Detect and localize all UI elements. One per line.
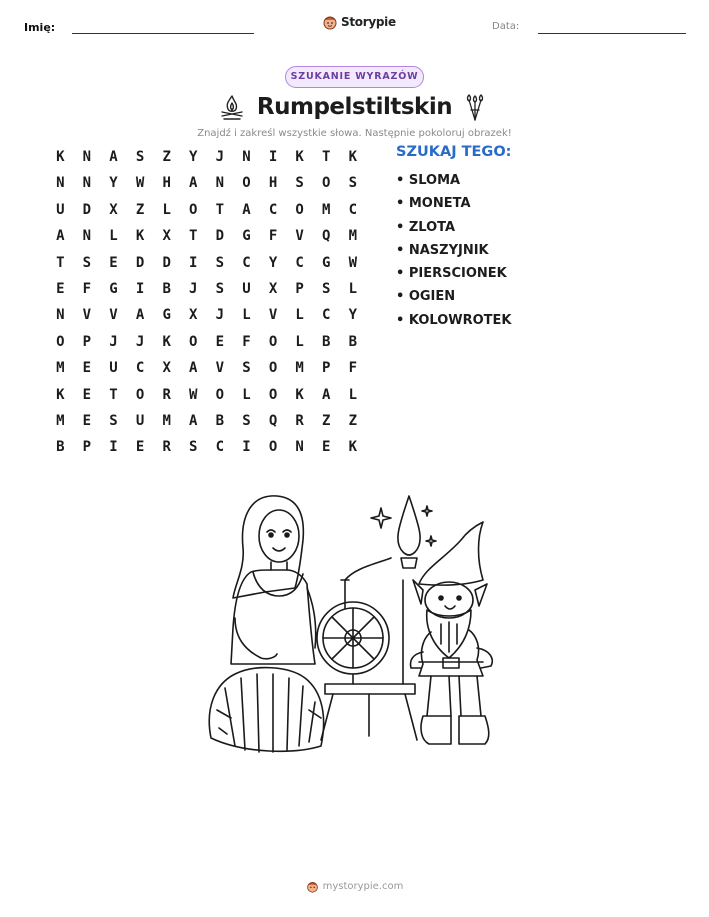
grid-letter[interactable]: Y: [348, 307, 358, 324]
word-item: • SLOMA: [396, 173, 461, 188]
grid-letter[interactable]: S: [295, 175, 304, 192]
grid-letter[interactable]: N: [215, 175, 225, 192]
grid-row: [47, 411, 366, 437]
campfire-icon: [218, 92, 246, 122]
grid-letter[interactable]: A: [322, 386, 331, 403]
grid-letter[interactable]: E: [82, 360, 92, 377]
storypie-logo-icon: [306, 880, 319, 893]
grid-letter[interactable]: Z: [348, 412, 358, 429]
grid-letter[interactable]: T: [109, 386, 118, 403]
grid-letter[interactable]: M: [348, 228, 358, 245]
grid-row: [47, 437, 366, 463]
brand: [322, 14, 396, 30]
grid-letter[interactable]: N: [295, 439, 304, 456]
grid-letter[interactable]: P: [295, 280, 304, 297]
grid-letter[interactable]: S: [242, 412, 251, 429]
grid-letter[interactable]: O: [189, 333, 198, 350]
word-item: • NASZYJNIK: [396, 242, 489, 258]
grid-letter[interactable]: H: [162, 175, 171, 192]
grid-letter[interactable]: S: [215, 280, 225, 297]
title-row: [0, 92, 709, 126]
grid-letter[interactable]: L: [242, 307, 251, 324]
grid-letter[interactable]: V: [82, 307, 92, 324]
grid-letter[interactable]: K: [56, 149, 65, 165]
grid-letter[interactable]: U: [242, 280, 251, 297]
grid-letter[interactable]: A: [109, 149, 118, 165]
grid-letter[interactable]: C: [242, 254, 251, 271]
grid-letter[interactable]: G: [109, 280, 118, 297]
grid-letter[interactable]: X: [268, 280, 278, 297]
grid-letter[interactable]: E: [215, 333, 225, 350]
grid-letter[interactable]: G: [162, 307, 171, 324]
grid-letter[interactable]: B: [56, 439, 65, 456]
grid-row: [47, 385, 366, 411]
grid-letter[interactable]: X: [189, 307, 198, 324]
footer: [0, 880, 709, 893]
grid-letter[interactable]: T: [322, 149, 331, 165]
grid-letter[interactable]: V: [109, 307, 118, 324]
grid-row: [47, 253, 366, 279]
grid-row: [47, 358, 366, 384]
grid-letter[interactable]: O: [135, 386, 145, 403]
grid-letter[interactable]: H: [268, 175, 278, 192]
grid-letter[interactable]: O: [295, 201, 304, 218]
grid-letter[interactable]: D: [82, 201, 92, 218]
grid-row: [47, 173, 366, 199]
grid-letter[interactable]: U: [56, 201, 65, 218]
grid-letter[interactable]: D: [162, 254, 171, 271]
grid-letter[interactable]: S: [242, 360, 251, 377]
grid-letter[interactable]: S: [322, 280, 331, 297]
grid-letter[interactable]: O: [268, 386, 278, 403]
grid-letter[interactable]: L: [295, 333, 304, 350]
grid-letter[interactable]: M: [162, 412, 171, 429]
grid-letter[interactable]: W: [135, 175, 145, 192]
grid-letter[interactable]: B: [162, 280, 171, 297]
page-title: Rumpelstiltskin: [256, 94, 453, 120]
grid-letter[interactable]: E: [135, 439, 145, 456]
grid-letter[interactable]: T: [215, 201, 225, 218]
grid-letter[interactable]: A: [189, 175, 198, 192]
grid-letter[interactable]: G: [242, 228, 251, 245]
grid-letter[interactable]: C: [295, 254, 304, 271]
grid-letter[interactable]: P: [82, 439, 92, 456]
grid-letter[interactable]: U: [135, 412, 145, 429]
word-list-heading: SZUKAJ TEGO:: [396, 144, 512, 160]
name-line[interactable]: [72, 33, 254, 34]
grid-letter[interactable]: I: [135, 280, 145, 297]
grid-letter[interactable]: F: [268, 228, 278, 245]
grid-letter[interactable]: C: [135, 360, 145, 377]
grid-letter[interactable]: F: [242, 333, 251, 350]
grid-letter[interactable]: Y: [189, 149, 198, 165]
grid-letter[interactable]: M: [322, 201, 331, 218]
word-item: • ZLOTA: [396, 219, 456, 235]
grid-letter[interactable]: A: [135, 307, 145, 324]
grid-letter[interactable]: Q: [322, 228, 331, 245]
grid-letter[interactable]: R: [295, 412, 304, 429]
grid-letter[interactable]: C: [322, 307, 331, 324]
grid-letter[interactable]: R: [162, 439, 171, 456]
grid-letter[interactable]: I: [242, 439, 251, 456]
grid-letter[interactable]: D: [135, 254, 145, 271]
grid-letter[interactable]: S: [135, 149, 145, 165]
grid-letter[interactable]: Y: [268, 254, 278, 271]
grid-letter[interactable]: X: [162, 228, 171, 245]
name-label: Imię:: [24, 21, 56, 34]
grid-letter[interactable]: L: [109, 228, 118, 245]
grid-letter[interactable]: S: [189, 439, 198, 456]
storypie-logo-icon: [322, 14, 338, 30]
grid-letter[interactable]: C: [348, 201, 358, 218]
word-item: • MONETA: [396, 196, 471, 212]
grid-letter[interactable]: L: [348, 386, 358, 403]
word-list: [396, 144, 511, 336]
grid-letter[interactable]: S: [348, 175, 358, 192]
grid-letter[interactable]: O: [215, 386, 225, 403]
instructions: Znajdź i zakreśl wszystkie słowa. Następnie pokoloruj obrazek!: [197, 128, 512, 139]
grid-letter[interactable]: A: [189, 360, 198, 377]
rumpelstiltskin-coloring-illustration: [205, 488, 505, 763]
grid-letter[interactable]: J: [109, 333, 118, 350]
grid-letter[interactable]: E: [56, 280, 65, 297]
grid-row: [47, 226, 366, 252]
grid-letter[interactable]: Y: [109, 175, 118, 192]
grid-row: [47, 200, 366, 226]
grid-letter[interactable]: W: [189, 386, 198, 403]
grid-letter[interactable]: Z: [322, 412, 331, 429]
word-item: • KOLOWROTEK: [396, 312, 512, 328]
grid-letter[interactable]: X: [162, 360, 171, 377]
grid-letter[interactable]: M: [56, 412, 65, 429]
grid-letter[interactable]: O: [56, 333, 65, 350]
grid-letter[interactable]: J: [189, 280, 198, 297]
grid-letter[interactable]: W: [348, 254, 358, 271]
grid-letter[interactable]: N: [242, 149, 251, 165]
grid-letter[interactable]: I: [268, 149, 278, 165]
header: [0, 14, 709, 42]
brand-name: Storypie: [341, 15, 396, 29]
grid-letter[interactable]: V: [268, 307, 278, 324]
grid-letter[interactable]: S: [82, 254, 92, 271]
grid-letter[interactable]: J: [135, 333, 145, 350]
letter-grid[interactable]: [47, 147, 366, 464]
grid-letter[interactable]: O: [268, 439, 278, 456]
grid-letter[interactable]: Z: [135, 201, 145, 218]
grid-letter[interactable]: L: [295, 307, 304, 324]
grid-letter[interactable]: F: [348, 360, 358, 377]
grid-letter[interactable]: E: [322, 439, 331, 456]
grid-letter[interactable]: V: [295, 228, 304, 245]
grid-letter[interactable]: O: [322, 175, 331, 192]
grid-row: [47, 147, 366, 173]
grid-letter[interactable]: N: [56, 307, 65, 324]
grid-letter[interactable]: B: [322, 333, 331, 350]
word-item: • OGIEN: [396, 289, 456, 305]
grid-letter[interactable]: L: [348, 280, 358, 297]
grid-letter[interactable]: J: [215, 149, 225, 165]
grid-letter[interactable]: J: [215, 307, 225, 324]
grid-letter[interactable]: C: [268, 201, 278, 218]
grid-letter[interactable]: N: [82, 228, 92, 245]
grid-letter[interactable]: P: [82, 333, 92, 350]
grid-row: [47, 332, 366, 358]
grid-letter[interactable]: A: [56, 228, 65, 245]
grid-letter[interactable]: F: [82, 280, 92, 297]
grid-letter[interactable]: N: [82, 175, 92, 192]
grid-letter[interactable]: M: [56, 360, 65, 377]
grid-letter[interactable]: B: [348, 333, 358, 350]
date-label: Data:: [492, 21, 520, 32]
grid-letter[interactable]: X: [109, 201, 118, 218]
grid-letter[interactable]: R: [162, 386, 171, 403]
grid-letter[interactable]: N: [82, 149, 92, 165]
grid-letter[interactable]: O: [242, 175, 251, 192]
grid-letter[interactable]: I: [189, 254, 198, 271]
grid-letter[interactable]: T: [56, 254, 65, 271]
grid-letter[interactable]: K: [295, 386, 304, 403]
grid-letter[interactable]: G: [322, 254, 331, 271]
grid-letter[interactable]: K: [348, 149, 358, 165]
grid-letter[interactable]: Q: [268, 412, 278, 429]
grid-letter[interactable]: O: [268, 360, 278, 377]
grid-letter[interactable]: C: [215, 439, 225, 456]
grid-letter[interactable]: U: [109, 360, 118, 377]
grid-letter[interactable]: Z: [162, 149, 171, 165]
grid-letter[interactable]: K: [56, 386, 65, 403]
grid-letter[interactable]: L: [162, 201, 171, 218]
grid-letter[interactable]: O: [189, 201, 198, 218]
grid-letter[interactable]: K: [135, 228, 145, 245]
grid-letter[interactable]: S: [215, 254, 225, 271]
grid-letter[interactable]: A: [242, 201, 251, 218]
grid-letter[interactable]: L: [242, 386, 251, 403]
grid-letter[interactable]: E: [82, 412, 92, 429]
grid-letter[interactable]: O: [268, 333, 278, 350]
grid-letter[interactable]: T: [189, 228, 198, 245]
footer-url[interactable]: mystorypie.com: [322, 881, 404, 892]
grid-row: [47, 305, 366, 331]
grid-letter[interactable]: N: [56, 175, 65, 192]
grid-letter[interactable]: K: [348, 439, 358, 456]
grid-letter[interactable]: B: [215, 412, 225, 429]
grid-letter[interactable]: K: [162, 333, 171, 350]
wheat-bundle-icon: [462, 92, 488, 122]
grid-letter[interactable]: S: [109, 412, 118, 429]
word-item: • PIERSCIONEK: [396, 266, 507, 282]
grid-letter[interactable]: A: [189, 412, 198, 429]
grid-letter[interactable]: E: [109, 254, 118, 271]
grid-letter[interactable]: K: [295, 149, 304, 165]
grid-letter[interactable]: E: [82, 386, 92, 403]
grid-letter[interactable]: D: [215, 228, 225, 245]
activity-badge: SZUKANIE WYRAZÓW: [285, 66, 424, 88]
grid-letter[interactable]: I: [109, 439, 118, 456]
grid-letter[interactable]: P: [322, 360, 331, 377]
grid-row: [47, 279, 366, 305]
grid-letter[interactable]: V: [215, 360, 225, 377]
grid-letter[interactable]: M: [295, 360, 304, 377]
date-line[interactable]: [538, 33, 686, 34]
